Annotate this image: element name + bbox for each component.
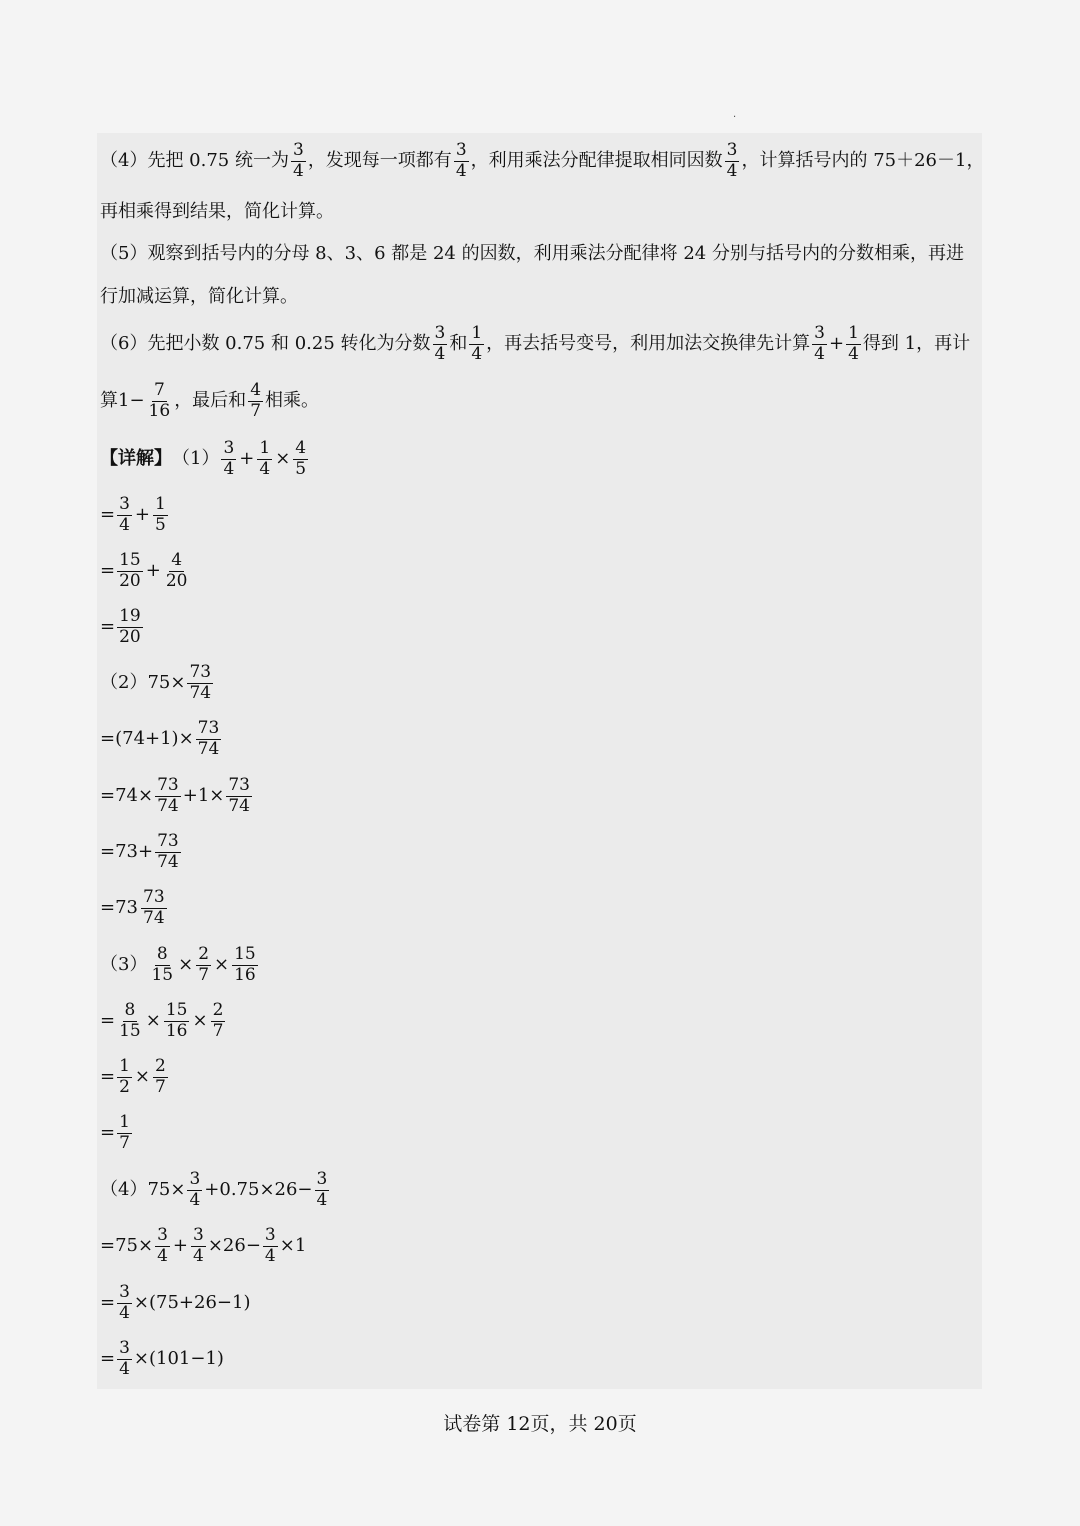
hint-5-line1 [100,245,964,263]
denominator: 4 [223,458,235,479]
numerator: 73 [143,887,165,907]
denominator: 4 [264,1245,276,1266]
denominator: 4 [119,1358,130,1379]
fraction [846,325,861,364]
fraction [187,664,213,703]
page-mark: ‧ [733,112,737,123]
hint-6-text-line2-b: ，最后和 [174,390,247,412]
numerator: 15 [165,1000,188,1020]
numerator: 73 [197,718,220,738]
detail-3-line4 [100,1114,134,1153]
equals-sign: = [100,1292,116,1314]
hint-5-text-line1: （5）观察到括号内的分母 8、3、6 都是 24 的因数，利用乘法分配律将 24 分别与括号内的分数相乘，再进 [100,243,964,264]
detail-2-line3 [100,777,254,816]
equals-sign: = [100,1348,116,1370]
expr-text: 75× [147,1179,186,1201]
fraction [147,382,173,421]
fraction [155,833,181,872]
fraction [196,946,211,985]
hint-6-text-b: 和 [449,333,468,355]
denominator: 4 [455,160,467,181]
equals-sign: = [100,728,116,750]
numerator: 73 [157,831,179,851]
fraction [248,382,263,421]
denominator: 74 [157,795,179,816]
denominator: 15 [151,964,174,985]
equals-sign: = [100,897,116,919]
denominator: 4 [193,1245,204,1266]
denominator: 4 [434,343,446,364]
expr-text: 74× [115,785,154,807]
fraction [164,552,190,591]
hint-5-text-line2: 行加减运算，简化计算。 [100,286,298,307]
detail-3-line3 [100,1058,170,1097]
numerator: 1 [259,438,271,458]
part-number: （2） [100,672,148,694]
numerator: 2 [212,1000,224,1020]
denominator: 4 [259,458,271,479]
numerator: 7 [153,380,165,400]
fraction [117,1114,132,1153]
numerator: 3 [119,494,130,514]
hint-4-text-line2: 再相乘得到结果，简化计算。 [100,201,334,222]
expr-text: ×26− [207,1235,261,1257]
hint-6-line2 [100,382,319,421]
numerator: 73 [157,775,179,795]
fraction [196,720,222,759]
fraction [454,142,469,181]
numerator: 3 [455,140,467,160]
fraction [232,946,258,985]
denominator: 16 [165,1020,188,1041]
numerator: 3 [292,140,304,160]
fraction [117,496,132,535]
detail-4-line2 [100,1227,306,1266]
fraction [117,1058,132,1097]
fraction [117,1340,132,1379]
detail-1-line3 [100,552,191,591]
fraction [293,440,308,479]
plus-sign: + [145,560,161,582]
numerator: 1 [471,323,483,343]
expr-text: 75× [115,1235,154,1257]
denominator: 74 [157,851,179,872]
denominator: 7 [250,400,262,421]
fraction [469,325,484,364]
detail-2-line4 [100,833,183,872]
numerator: 73 [189,662,212,682]
denominator: 7 [155,1076,166,1097]
equals-sign: = [100,841,116,863]
hint-6-text-c: ，再去括号变号，利用加法交换律先计算 [486,333,811,355]
detail-1-line1 [100,440,310,479]
numerator: 2 [198,944,210,964]
times-sign: × [178,954,194,976]
equals-sign: = [100,1122,116,1144]
plus-sign: + [134,504,151,526]
equals-sign: = [100,504,116,526]
numerator: 3 [193,1225,204,1245]
detail-3-line2 [100,1002,227,1041]
equals-sign: = [100,785,116,807]
numerator: 19 [119,606,141,626]
fraction [117,1002,143,1041]
fraction [257,440,272,479]
expr-text: ×(75+26−1) [133,1292,251,1314]
denominator: 4 [189,1189,201,1210]
numerator: 4 [250,380,262,400]
numerator: 2 [155,1056,166,1076]
times-sign: × [134,1066,151,1088]
numerator: 3 [264,1225,276,1245]
denominator: 4 [726,160,738,181]
hint-6-plus: + [828,333,845,355]
detail-1-line4 [100,608,145,647]
numerator: 3 [726,140,738,160]
denominator: 4 [471,343,483,364]
denominator: 4 [814,343,825,364]
fraction [211,1002,226,1041]
expr-text: +0.75×26− [204,1179,313,1201]
fraction [153,496,168,535]
detail-2-line5 [100,889,169,928]
denominator: 16 [148,400,171,421]
equals-sign: = [100,1010,116,1032]
numerator: 3 [157,1225,168,1245]
denominator: 4 [292,160,304,181]
denominator: 4 [157,1245,168,1266]
fraction [155,777,181,816]
fraction [263,1227,278,1266]
fraction [187,1171,202,1210]
fraction [226,777,252,816]
times-sign: × [192,1010,208,1032]
times-sign: × [145,1010,161,1032]
denominator: 5 [295,458,307,479]
times-sign: × [214,954,230,976]
mixed-integer: 73 [115,897,138,919]
expr-text: (74+1)× [115,728,194,750]
fraction [812,325,827,364]
hint-4-text-a: （4）先把 0.75 统一为 [100,150,289,172]
equals-sign: = [100,1235,116,1257]
denominator: 7 [198,964,210,985]
equals-sign: = [100,560,116,582]
denominator: 16 [234,964,256,985]
denominator: 20 [165,570,188,591]
denominator: 4 [119,1302,130,1323]
times-sign: × [275,448,291,470]
fraction [141,889,167,928]
hint-6-text-line2-c: 相乘。 [265,390,320,412]
detail-2-line1 [100,664,215,703]
expr-text: 75× [147,672,186,694]
part-number: （3） [100,954,148,976]
numerator: 1 [848,323,859,343]
expr-text: ×(101−1) [133,1348,224,1370]
denominator: 4 [316,1189,328,1210]
hint-6-text-line2-a: 算1− [100,390,145,412]
fraction [117,1284,132,1323]
fraction [291,142,306,181]
page-footer: 试卷第 12页，共 20页 [443,1413,637,1435]
fraction [155,1227,170,1266]
denominator: 20 [119,626,141,647]
hint-6-line1 [100,325,970,364]
numerator: 8 [124,1000,136,1020]
detail-4-line4 [100,1340,224,1379]
numerator: 15 [234,944,256,964]
expr-text: 73+ [115,841,154,863]
numerator: 1 [119,1056,130,1076]
denominator: 7 [212,1020,224,1041]
detail-4-line3 [100,1284,250,1323]
fraction [221,440,236,479]
hint-6-text-e: 得到 1，再计 [862,333,971,355]
equals-sign: = [100,1066,116,1088]
numerator: 1 [119,1112,130,1132]
numerator: 3 [316,1169,328,1189]
hint-6-text-a: （6）先把小数 0.75 和 0.25 转化为分数 [100,333,431,355]
detail-4-line1 [100,1171,331,1210]
numerator: 4 [171,550,183,570]
numerator: 3 [223,438,235,458]
fraction [164,1002,190,1041]
plus-sign: + [239,448,255,470]
fraction [191,1227,206,1266]
expr-text: +1× [182,785,225,807]
numerator: 15 [119,550,141,570]
denominator: 4 [119,514,130,535]
numerator: 1 [155,494,166,514]
numerator: 3 [189,1169,201,1189]
fraction [433,325,448,364]
denominator: 4 [848,343,859,364]
fraction [315,1171,330,1210]
hint-4-text-b: ，发现每一项都有 [307,150,452,172]
fraction [117,552,143,591]
denominator: 74 [197,738,220,759]
hint-4-line1 [100,142,984,181]
numerator: 73 [228,775,250,795]
detail-label: 【详解】 [100,448,172,470]
fraction [725,142,740,181]
detail-3-line1 [100,946,260,985]
denominator: 5 [155,514,166,535]
plus-sign: + [172,1235,189,1257]
detail-2-line2 [100,720,223,759]
denominator: 2 [119,1076,130,1097]
expr-text: ×1 [279,1235,307,1257]
part-number: （4） [100,1179,148,1201]
hint-4-text-d: ，计算括号内的 75＋26－1， [741,150,985,172]
hint-4-text-c: ，利用乘法分配律提取相同因数 [470,150,723,172]
denominator: 7 [119,1132,130,1153]
numerator: 8 [156,944,168,964]
numerator: 3 [814,323,825,343]
fraction [153,1058,168,1097]
numerator: 3 [119,1282,130,1302]
part-number: （1） [172,448,220,470]
equals-sign: = [100,616,116,638]
denominator: 20 [119,570,141,591]
numerator: 3 [119,1338,130,1358]
denominator: 74 [228,795,250,816]
denominator: 74 [189,682,212,703]
fraction [149,946,175,985]
denominator: 15 [119,1020,141,1041]
numerator: 3 [434,323,446,343]
denominator: 74 [143,907,165,928]
hint-5-line2 [100,288,298,306]
hint-4-line2 [100,203,334,221]
detail-1-line2 [100,496,170,535]
numerator: 4 [295,438,307,458]
fraction [117,608,143,647]
